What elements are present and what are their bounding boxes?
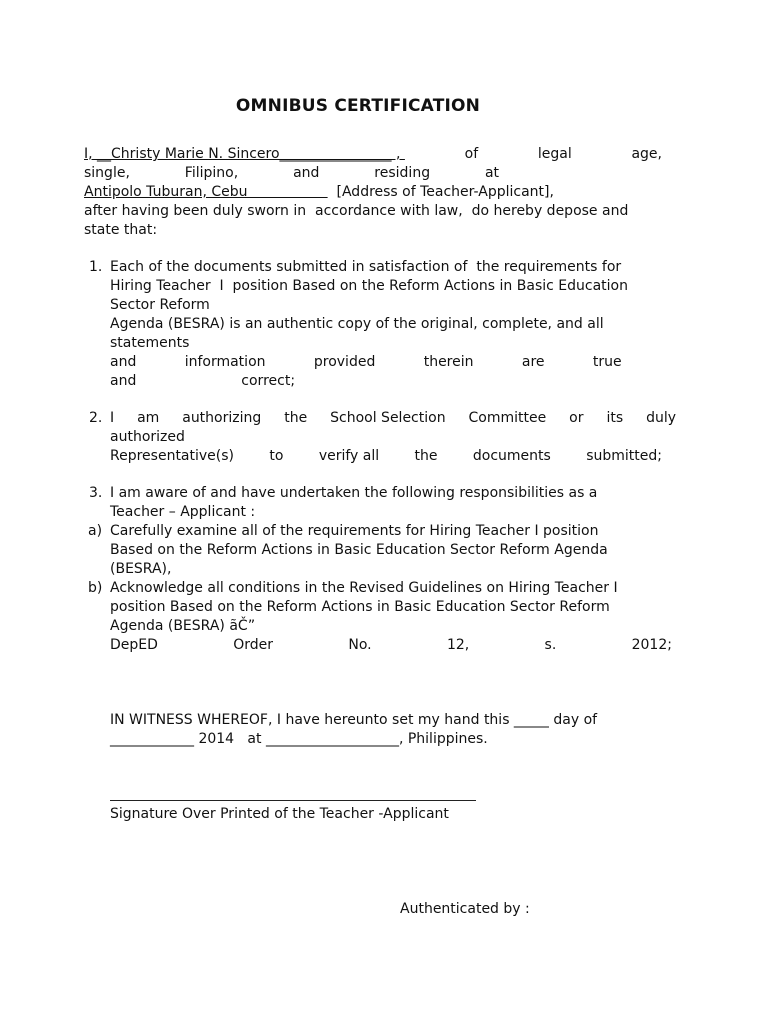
item-3-line-1: I am aware of and have undertaken the following responsibilities as a: [110, 485, 598, 501]
item-3-marker: 3.: [89, 485, 103, 501]
item-3a-marker: a): [88, 523, 103, 539]
item-1-line-6: and information provided therein are true: [110, 354, 622, 370]
item-3a-line-3: (BESRA),: [110, 561, 172, 577]
item-3b-line-2: position Based on the Reform Actions in Basic Education Sector Reform: [110, 599, 610, 615]
item-3a-line-2: Based on the Reform Actions in Basic Education Sector Reform Agenda: [110, 542, 608, 558]
witness-line-1: IN WITNESS WHEREOF, I have hereunto set my hand this _____ day of: [110, 712, 598, 728]
item-1-line-4: Agenda (BESRA) is an authentic copy of the original, complete, and all: [110, 316, 604, 332]
intro-line-1: I, __Christy Marie N. Sincero________________ , of legal age,: [84, 146, 662, 162]
item-1-line-1: Each of the documents submitted in satisfaction of the requirements for: [110, 259, 622, 275]
item-1-line-3: Sector Reform: [110, 297, 210, 313]
item-1-line-5: statements: [110, 335, 190, 351]
item-3b-line-4: DepED Order No. 12, s. 2012;: [110, 637, 672, 653]
applicant-address: Antipolo Tuburan, Cebu: [84, 184, 328, 200]
authenticated-by: Authenticated by :: [400, 901, 530, 917]
signature-caption: Signature Over Printed of the Teacher -Applicant: [110, 806, 449, 822]
document-title: OMNIBUS CERTIFICATION: [235, 96, 481, 116]
witness-line-2: ____________ 2014 at ___________________, Philippines.: [110, 731, 488, 747]
applicant-name: I, __Christy Marie N. Sincero________________ ,: [84, 146, 405, 162]
intro-line-2: single, Filipino, and residing at: [84, 165, 500, 181]
item-2-line-2: authorized: [110, 429, 185, 445]
item-3a-line-1: Carefully examine all of the requirements for Hiring Teacher I position: [110, 523, 599, 539]
item-3-line-2: Teacher – Applicant :: [110, 504, 256, 520]
intro-line-5: state that:: [84, 222, 158, 238]
item-1-marker: 1.: [89, 259, 103, 275]
item-1-line-7: and correct;: [110, 373, 296, 389]
item-3b-line-3: Agenda (BESRA) ãČ”: [110, 618, 256, 634]
item-2-marker: 2.: [89, 410, 103, 426]
item-1-line-2: Hiring Teacher I position Based on the Reform Actions in Basic Education: [110, 278, 628, 294]
signature-line: [110, 800, 476, 801]
item-2-line-1: I am authorizing the School Selection Committee or its duly: [110, 410, 676, 426]
intro-line-4: after having been duly sworn in accordance with law, do hereby depose and: [84, 203, 629, 219]
item-3b-marker: b): [88, 580, 103, 596]
item-2-line-3: Representative(s) to verify all the documents submitted;: [110, 448, 662, 464]
intro-line-3: Antipolo Tuburan, Cebu [Address of Teacher-Applicant],: [84, 184, 554, 200]
item-3b-line-1: Acknowledge all conditions in the Revised Guidelines on Hiring Teacher I: [110, 580, 618, 596]
